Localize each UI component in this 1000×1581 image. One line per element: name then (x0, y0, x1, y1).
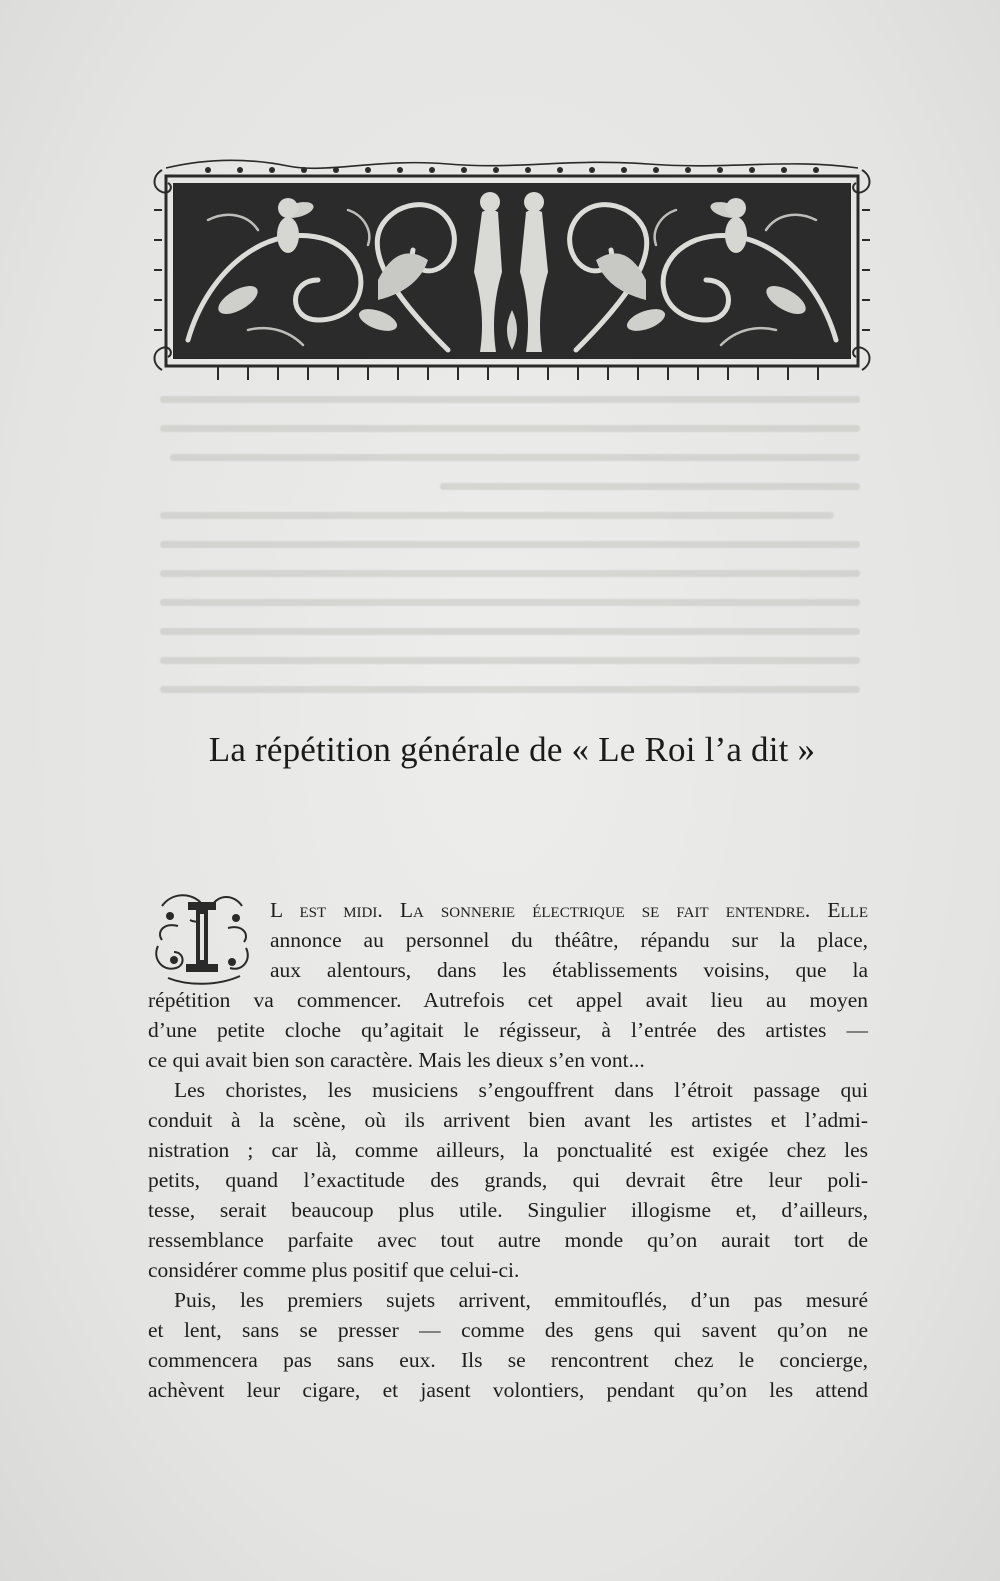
text-line (148, 895, 868, 925)
text-line: et lent, sans se presser — comme des gens qui savent qu’on ne (148, 1318, 868, 1342)
text-line: ce qui avait bien son caractère. Mais les dieux s’en vont... (148, 1048, 645, 1072)
text-line: conduit à la scène, où ils arrivent bien avant les artistes et l’admi- (148, 1108, 868, 1132)
text-line: aux alentours, dans les établissements voisins, que la (270, 958, 868, 982)
text-line: achèvent leur cigare, et jasent volontiers, pendant qu’on les attend (148, 1378, 868, 1402)
text-line: petits, quand l’exactitude des grands, qui devrait être leur poli- (148, 1168, 868, 1192)
text-line: commencera pas sans eux. Ils se rencontrent chez le concierge, (148, 1348, 868, 1372)
chapter-title: La répétition générale de « Le Roi l’a dit » (208, 730, 816, 769)
show-through-lines (160, 388, 860, 708)
floral-cherub-headpiece-icon (148, 150, 876, 386)
body-text (148, 895, 868, 1405)
text-line: tesse, serait beaucoup plus utile. Singulier illogisme et, d’ailleurs, (148, 1198, 868, 1222)
text-line: répétition va commencer. Autrefois cet appel avait lieu au moyen (148, 988, 868, 1012)
text-line-content: L est midi. La sonnerie électrique se fait entendre. Elle (270, 898, 868, 922)
text-line: Les choristes, les musiciens s’engouffrent dans l’étroit passage qui (174, 1078, 868, 1102)
text-line: ressemblance parfaite avec tout autre monde qu’on aurait tort de (148, 1228, 868, 1252)
text-line: Puis, les premiers sujets arrivent, emmitouflés, d’un pas mesuré (174, 1288, 868, 1312)
text-line: annonce au personnel du théâtre, répandu sur la place, (270, 928, 868, 952)
show-through-texture (160, 388, 860, 717)
text-line: d’une petite cloche qu’agitait le régisseur, à l’entrée des artistes — (148, 1018, 868, 1042)
text-line: nistration ; car là, comme ailleurs, la ponctualité est exigée chez les (148, 1138, 868, 1162)
text-line: considérer comme plus positif que celui-ci. (148, 1258, 520, 1282)
